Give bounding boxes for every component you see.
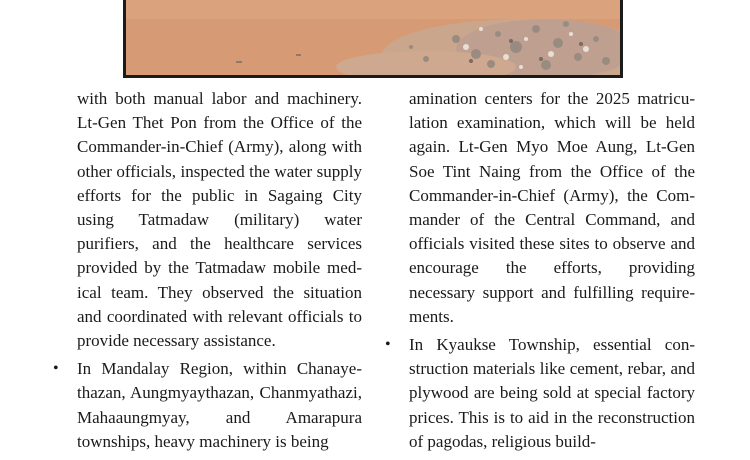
bullet-icon: •	[385, 336, 391, 354]
bullet-list	[385, 333, 695, 454]
paragraph-continued: with both manual labor and machinery. Lt-Gen Thet Pon from the Office of the Commander-in-Chief (Army), along with other officials, inspected the water supply efforts for the public in Sagaing City using Tatmadaw (military) water purifiers, and the healthcare services provided by the Tatmadaw mobile medical team. They observed the situation and coordinated with relevant officials to provide necessary assistance.	[77, 89, 362, 351]
list-item	[385, 333, 695, 454]
list-item	[53, 357, 362, 454]
list-item-text: In Mandalay Region, within Chanayethazan, Aungmyaythazan, Chanmyathazi, Mahaaungmyay, and Amarapura townships, heavy machinery is being	[77, 359, 362, 451]
list-item-text: In Kyaukse Township, essential construction materials like cement, rebar, and plywood are being sold at special factory prices. This is to aid in the reconstruction of pagodas, religious build-	[409, 335, 695, 451]
paragraph-continued: amination centers for the 2025 matriculation examination, which will be held again. Lt-Gen Myo Moe Aung, Lt-Gen Soe Tint Naing from the Office of the Commander-in-Chief (Army), the Commander of the Central Command, and officials visited these sites to observe and encourage the efforts, providing necessary support and fulfilling requirements.	[409, 89, 695, 326]
news-photo	[123, 0, 623, 78]
article-column-right	[385, 87, 695, 454]
bullet-list	[53, 357, 362, 454]
article-column-left	[53, 87, 362, 454]
bullet-icon: •	[53, 360, 59, 378]
